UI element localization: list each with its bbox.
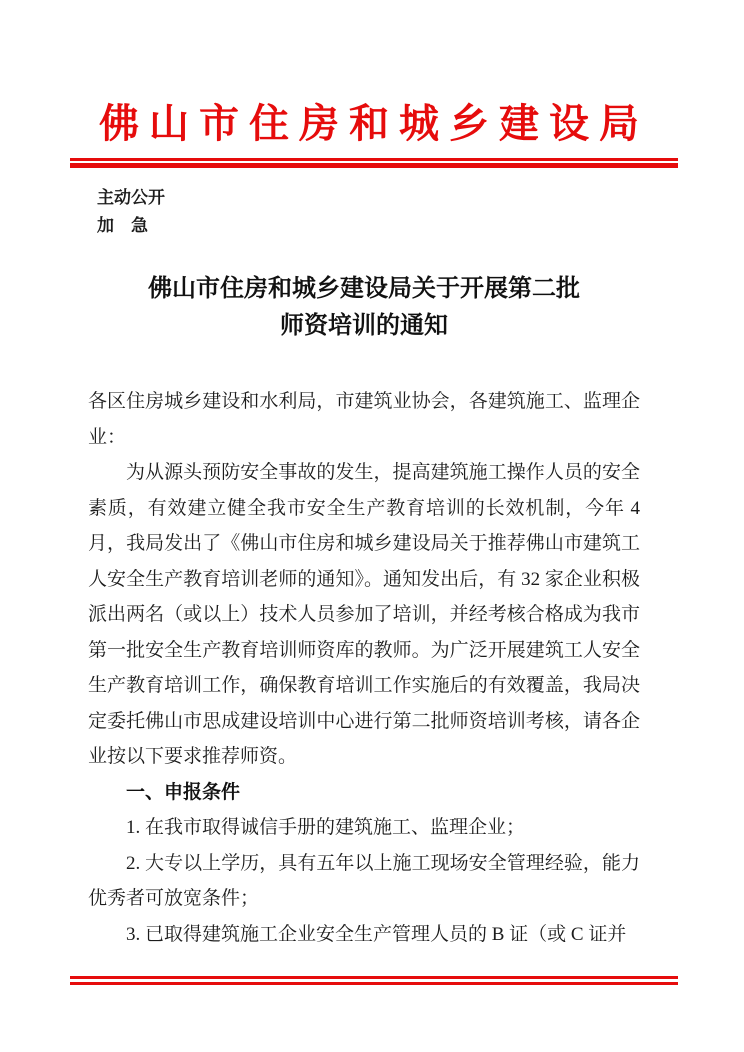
urgency-label: 加 急 bbox=[97, 216, 148, 235]
red-footer-separator-line bbox=[70, 976, 678, 985]
document-title-line-1: 佛山市住房和城乡建设局关于开展第二批 bbox=[148, 276, 580, 302]
document-title-line-2: 师资培训的通知 bbox=[280, 313, 448, 339]
red-header-separator-line bbox=[70, 158, 678, 168]
section-heading-application-conditions: 一、申报条件 bbox=[126, 781, 241, 803]
document-body bbox=[88, 384, 640, 952]
document-title bbox=[88, 271, 640, 345]
list-item-3: 3. 已取得建筑施工企业安全生产管理人员的 B 证（或 C 证并 bbox=[126, 923, 627, 945]
disclosure-label: 主动公开 bbox=[97, 188, 165, 207]
list-item-2: 2. 大专以上学历，具有五年以上施工现场安全管理经验，能力优秀者可放宽条件； bbox=[88, 852, 640, 909]
list-item-1: 1. 在我市取得诚信手册的建筑施工、监理企业； bbox=[126, 817, 526, 838]
salutation: 各区住房城乡建设和水利局，市建筑业协会，各建筑施工、监理企业： bbox=[88, 391, 640, 448]
agency-name-header: 佛山市住房和城乡建设局 bbox=[99, 101, 649, 146]
body-paragraph-1: 为从源头预防安全事故的发生，提高建筑施工操作人员的安全素质，有效建立健全我市安全生产教育培训的长效机制，今年 4 月，我局发出了《佛山市住房和城乡建设局关于推荐佛山市建筑工人安全生产教育培训老师的通知》。通知发出后，有 32 家企业积极派出两名（或以上）技术人员参加了培训，并经考核合格成为我市第一批安全生产教育培训师资库的教师。为广泛开展建筑工人安全生产教育培训工作，确保教育培训工作实施后的有效覆盖，我局决定委托佛山市思成建设培训中心进行第二批师资培训考核，请各企业按以下要求推荐师资。 bbox=[88, 462, 640, 767]
